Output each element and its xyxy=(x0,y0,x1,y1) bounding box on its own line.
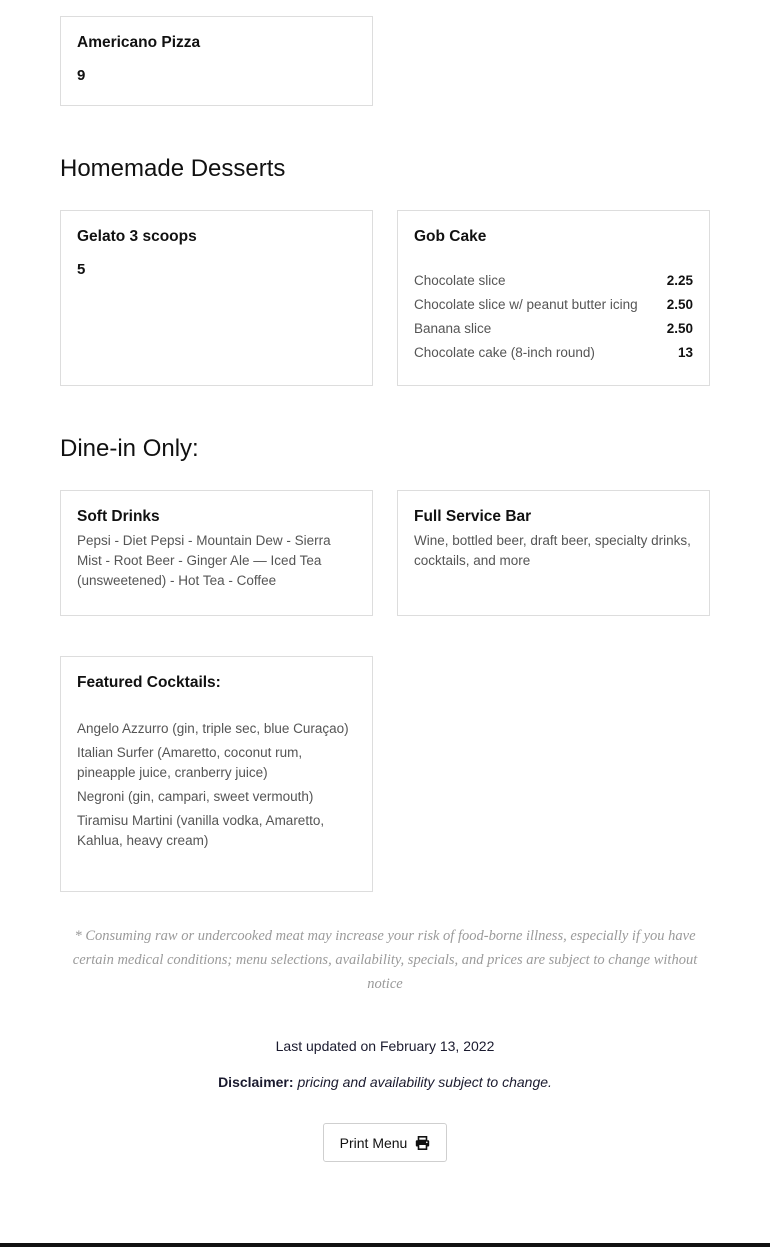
menu-item-title: Gob Cake xyxy=(414,228,487,245)
menu-item-description: Pepsi - Diet Pepsi - Mountain Dew - Sierra Mist - Root Beer - Ginger Ale — Iced Tea (unsweetened) - Hot Tea - Coffee xyxy=(77,533,331,588)
menu-item-description: Wine, bottled beer, draft beer, specialty drinks, cocktails, and more xyxy=(414,533,691,568)
print-menu-button[interactable] xyxy=(323,1123,447,1162)
cocktail-list xyxy=(77,719,356,851)
price-row-price: 2.50 xyxy=(666,321,693,336)
price-row-name: Banana slice xyxy=(414,321,492,336)
footer-bar xyxy=(0,1243,770,1247)
menu-item-price: 5 xyxy=(77,261,86,278)
price-row xyxy=(414,293,693,317)
price-row xyxy=(414,269,693,293)
menu-item-title: Americano Pizza xyxy=(77,34,201,51)
price-row-name: Chocolate slice xyxy=(414,273,506,288)
menu-item-card-soft-drinks xyxy=(60,490,373,616)
price-list xyxy=(414,269,693,365)
menu-item-title: Gelato 3 scoops xyxy=(77,228,197,245)
menu-item-price: 9 xyxy=(77,67,86,84)
menu-item-card-gelato xyxy=(60,210,373,386)
menu-item-card-cocktails xyxy=(60,656,373,892)
section-heading-desserts: Homemade Desserts xyxy=(60,155,286,182)
price-row xyxy=(414,341,693,365)
price-row-price: 2.25 xyxy=(666,273,693,288)
disclaimer-label: Disclaimer: xyxy=(218,1074,294,1090)
list-item: Angelo Azzurro (gin, triple sec, blue Curaçao) xyxy=(77,721,349,736)
menu-item-title: Soft Drinks xyxy=(77,508,160,525)
price-row-price: 2.50 xyxy=(666,297,693,312)
list-item: Negroni (gin, campari, sweet vermouth) xyxy=(77,789,314,804)
price-row-name: Chocolate cake (8-inch round) xyxy=(414,345,595,360)
last-updated: Last updated on February 13, 2022 xyxy=(275,1038,495,1054)
price-row xyxy=(414,317,693,341)
menu-item-title: Full Service Bar xyxy=(414,508,532,525)
print-menu-label: Print Menu xyxy=(339,1134,408,1151)
disclaimer xyxy=(0,1074,770,1090)
printer-icon xyxy=(415,1136,430,1150)
menu-item-card-gob-cake xyxy=(397,210,710,386)
list-item: Italian Surfer (Amaretto, coconut rum, pineapple juice, cranberry juice) xyxy=(77,745,303,780)
menu-item-card-full-bar xyxy=(397,490,710,616)
price-row-name: Chocolate slice w/ peanut butter icing xyxy=(414,297,638,312)
menu-item-title: Featured Cocktails: xyxy=(77,674,221,691)
health-notice: * Consuming raw or undercooked meat may increase your risk of food-borne illness, especially if you have certain medical conditions; menu selections, availability, specials, and prices are subject to change without notice xyxy=(72,928,698,992)
menu-item-card-americano-pizza xyxy=(60,16,373,106)
disclaimer-text: pricing and availability subject to change. xyxy=(297,1074,552,1090)
price-row-price: 13 xyxy=(677,345,693,360)
section-heading-dine-in: Dine-in Only: xyxy=(60,435,199,462)
list-item: Tiramisu Martini (vanilla vodka, Amaretto, Kahlua, heavy cream) xyxy=(77,813,325,848)
